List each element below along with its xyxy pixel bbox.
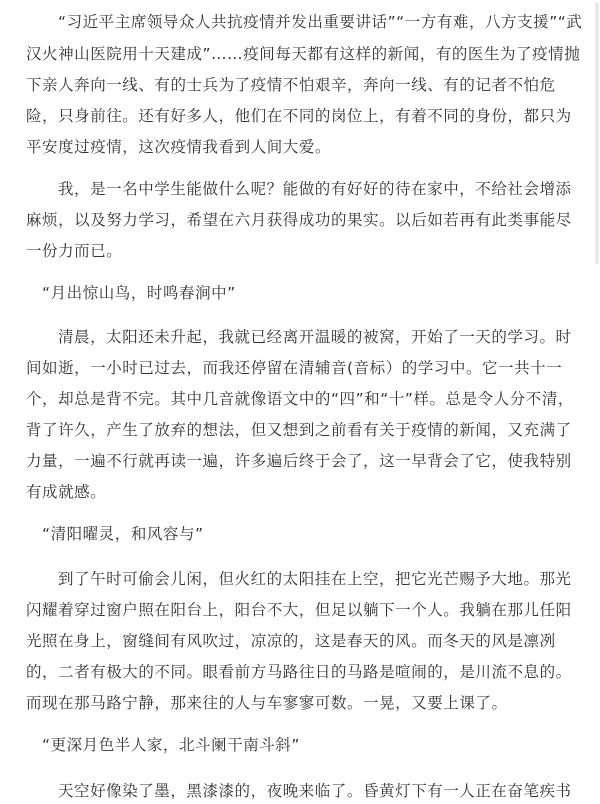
poem-quote-1: “月出惊山鸟，时鸣春涧中” — [42, 284, 236, 302]
paragraph-1-line-2: 汉火神山医院用十天建成”……疫间每天都有这样的新闻，有的医生为了疫情抛 — [26, 45, 581, 63]
paragraph-2-line-3: 一份力而已。 — [26, 242, 123, 260]
paragraph-4-line-4: 的，二者有极大的不同。眼看前方马路往日的马路是喧闹的，是川流不息的。 — [26, 663, 572, 681]
scrollbar[interactable] — [594, 0, 600, 804]
paragraph-3-line-3: 个，却总是背不完。其中几音就像语文中的“四”和“十”样。总是令人分不清， — [26, 390, 574, 408]
paragraph-2-line-2: 麻烦，以及努力学习，希望在六月获得成功的果实。以后如若再有此类事能尽 — [26, 211, 572, 229]
paragraph-5-line-1: 天空好像染了墨，黑漆漆的，夜晚来临了。昏黄灯下有一人正在奋笔疾书 — [58, 782, 572, 800]
paragraph-4-line-2: 闪耀着穿过窗户照在阳台上，阳台不大，但足以躺下一个人。我躺在那儿任阳 — [26, 601, 572, 619]
paragraph-3-line-1: 清晨，太阳还未升起，我就已经离开温暖的被窝，开始了一天的学习。时 — [58, 328, 572, 346]
paragraph-3-line-5: 力量，一遍不行就再读一遍，许多遍后终于会了，这一早背会了它，使我特别 — [26, 452, 572, 470]
paragraph-1-line-1: “习近平主席领导众人共抗疫情并发出重要讲话”“一方有难，八方支援”“武 — [58, 13, 583, 31]
paragraph-3-line-4: 背了许久，产生了放弃的想法，但又想到之前看有关于疫情的新闻，又充满了 — [26, 421, 572, 439]
poem-quote-3: “更深月色半人家，北斗阑干南斗斜” — [42, 736, 300, 754]
paragraph-4-line-5: 而现在那马路宁静，那来往的人与车寥寥可数。一晃，又要上课了。 — [26, 694, 508, 712]
paragraph-4-line-1: 到了午时可偷会儿闲，但火红的太阳挂在上空，把它光芒赐予大地。那光 — [58, 570, 572, 588]
poem-quote-2: “清阳曜灵，和风容与” — [42, 525, 204, 543]
paragraph-2-line-1: 我，是一名中学生能做什么呢？能做的有好好的待在家中，不给社会增添 — [58, 180, 572, 198]
paragraph-1-line-4: 险，只身前往。还有好多人，他们在不同的岗位上，有着不同的身份，都只为 — [26, 107, 572, 125]
paragraph-4-line-3: 光照在身上，窗缝间有风吹过，凉凉的，这是春天的风。而冬天的风是凛冽 — [26, 632, 556, 650]
paragraph-1-line-3: 下亲人奔向一线、有的士兵为了疫情不怕艰辛，奔向一线、有的记者不怕危 — [26, 76, 556, 94]
paragraph-3-line-2: 间如逝，一小时已过去，而我还停留在清辅音(音标）的学习中。它一共十一 — [26, 359, 563, 377]
paragraph-1-line-5: 平安度过疫情，这次疫情我看到人间大爱。 — [26, 138, 331, 156]
scrollbar-thumb[interactable] — [595, 2, 599, 264]
paragraph-3-line-6: 有成就感。 — [26, 483, 107, 501]
